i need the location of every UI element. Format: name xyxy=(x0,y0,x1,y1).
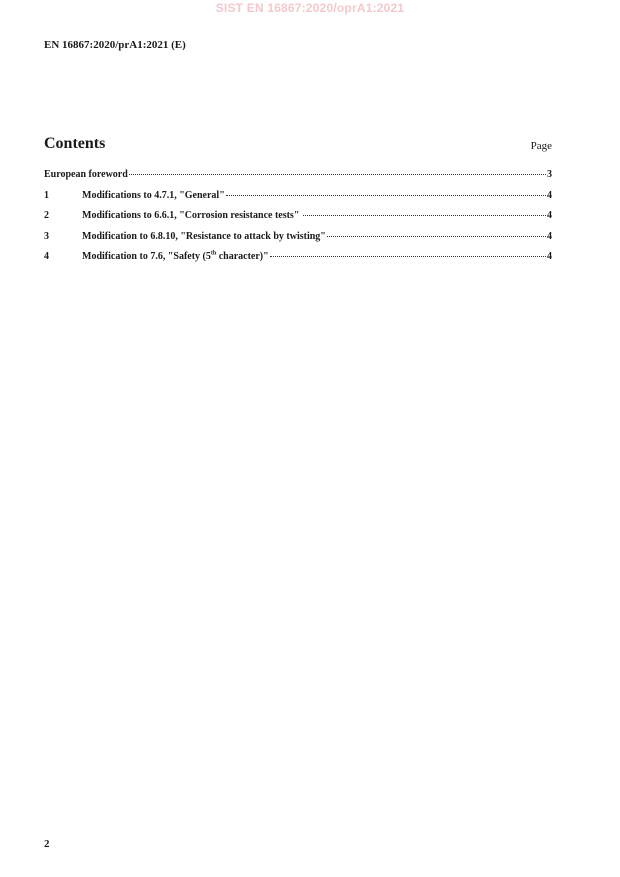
document-identifier: EN 16867:2020/prA1:2021 (E) xyxy=(44,39,186,51)
dot-leader xyxy=(270,256,546,257)
ordinal-superscript: th xyxy=(210,250,217,257)
watermark: SIST EN 16867:2020/oprA1:2021 xyxy=(215,1,405,15)
toc-entry-title-continued: character)" xyxy=(216,251,269,262)
toc-entry-number: 4 xyxy=(44,251,49,262)
toc-entry-number: 2 xyxy=(44,210,49,221)
toc-entry-page: 4 xyxy=(547,251,552,262)
toc-entry-page: 4 xyxy=(547,210,552,221)
toc-entry-4[interactable] xyxy=(44,250,552,271)
dot-leader xyxy=(303,215,546,216)
dot-leader xyxy=(327,236,546,237)
contents-header xyxy=(44,135,552,155)
page-number: 2 xyxy=(44,838,50,850)
toc-entry-european-foreword[interactable] xyxy=(44,168,552,189)
toc-entry-title: Modification to 6.8.10, "Resistance to attack by twisting" xyxy=(82,230,326,242)
toc-entry-title: Modifications to 4.7.1, "General" xyxy=(82,189,225,201)
toc-entry-page: 3 xyxy=(547,169,552,180)
dot-leader xyxy=(129,174,546,175)
dot-leader xyxy=(226,195,546,196)
contents-title: Contents xyxy=(44,135,106,152)
toc-entry-number: 3 xyxy=(44,230,49,242)
toc-entry-title: Modification to 7.6, "Safety (5 xyxy=(82,251,211,262)
toc-entry-title-group xyxy=(82,250,269,264)
toc-entry-page: 4 xyxy=(547,230,552,242)
toc-entry-2[interactable] xyxy=(44,209,552,230)
toc-entry-1[interactable] xyxy=(44,189,552,210)
toc-entry-title: Modifications to 6.6.1, "Corrosion resistance tests" xyxy=(82,210,302,221)
table-of-contents xyxy=(44,168,552,271)
page-column-label: Page xyxy=(530,140,552,152)
toc-entry-number: 1 xyxy=(44,189,49,201)
toc-entry-title: European foreword xyxy=(44,169,128,180)
toc-entry-3[interactable] xyxy=(44,230,552,251)
toc-entry-page: 4 xyxy=(547,189,552,201)
